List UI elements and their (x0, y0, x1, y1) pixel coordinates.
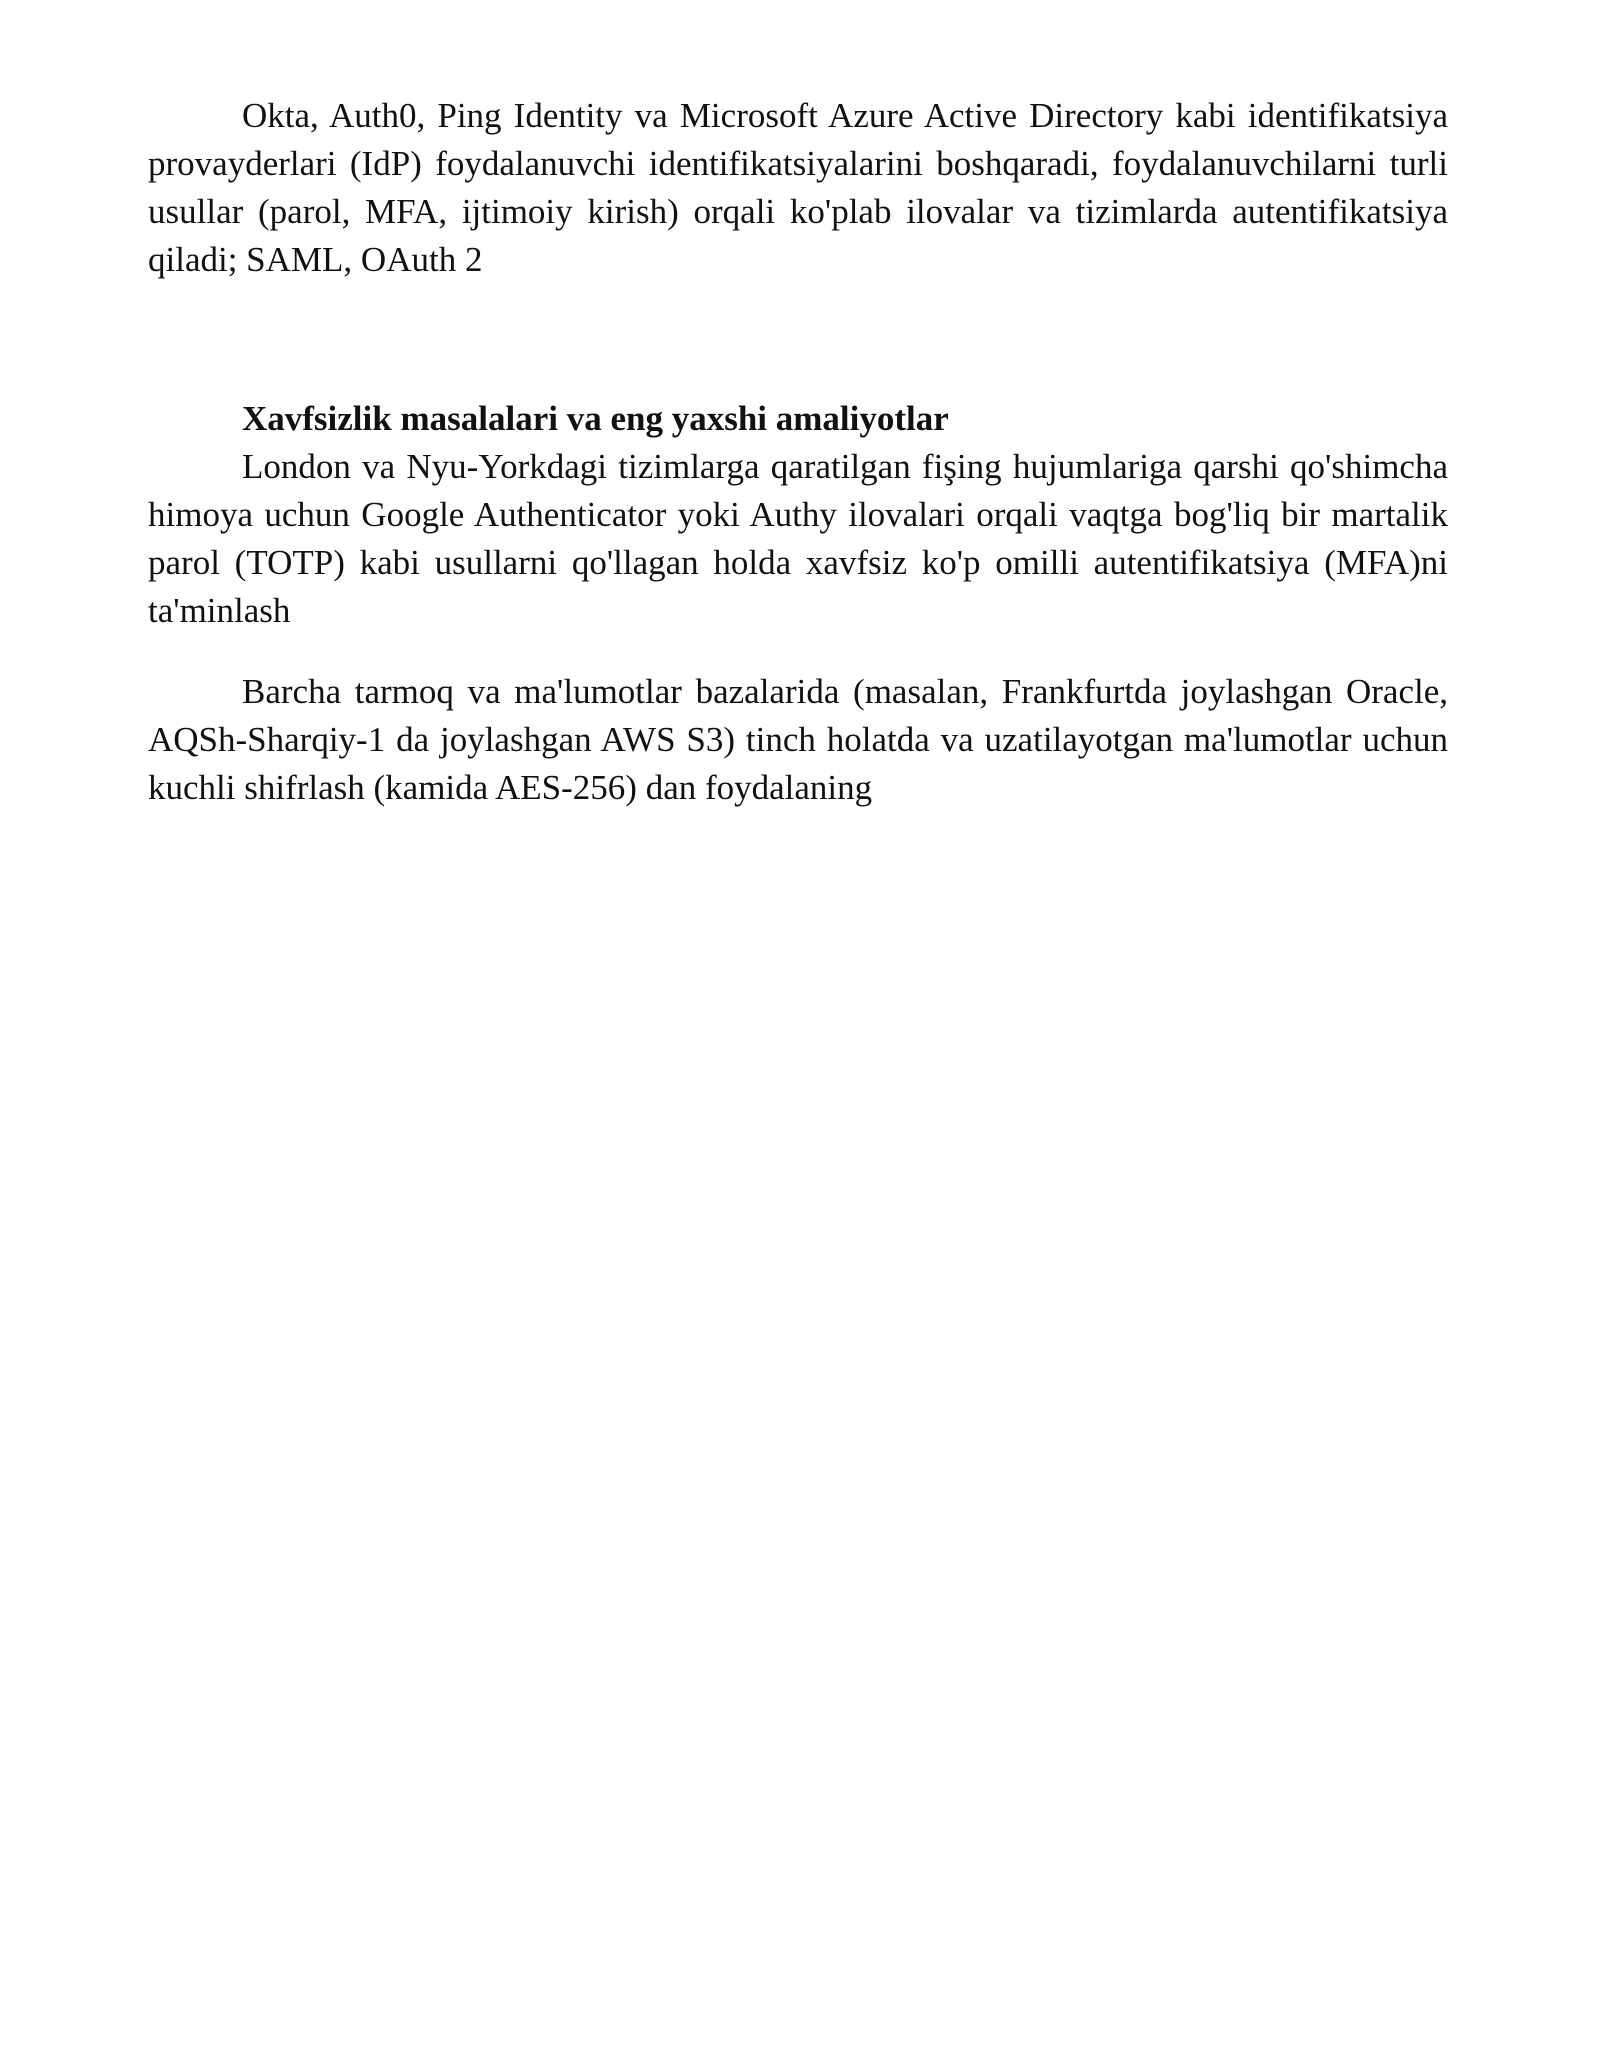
paragraph-encryption: Barcha tarmoq va ma'lumotlar bazalarida (masalan, Frankfurtda joylashgan Oracle, AQSh-Sharqiy-1 da joylashgan AWS S3) tinch holatda va uzatilayotgan ma'lumotlar uchun kuchli shifrlash (kamida AES-256) dan foydalaning (148, 672, 1448, 807)
paragraph-mfa: London va Nyu-Yorkdagi tizimlarga qaratilgan fişing hujumlariga qarshi qo'shimcha himoya uchun Google Authenticator yoki Authy ilovalari orqali vaqtga bog'liq bir martalik parol (TOTP) kabi usullarni qo'llagan holda xavfsiz ko'p omilli autentifikatsiya (MFA)ni ta'minlash (148, 447, 1448, 630)
paragraph-identity-providers: Okta, Auth0, Ping Identity va Microsoft Azure Active Directory kabi identifikatsiya provayderlari (IdP) foydalanuvchi identifikatsiyalarini boshqaradi, foydalanuvchilarni turli usullar (parol, MFA, ijtimoiy kirish) orqali ko'plab ilovalar va tizimlarda autentifikatsiya qiladi; SAML, OAuth 2 (148, 96, 1448, 279)
document-body (148, 92, 1448, 812)
section-spacer (148, 284, 1448, 395)
section-heading: Xavfsizlik masalalari va eng yaxshi amaliyotlar (242, 399, 949, 438)
